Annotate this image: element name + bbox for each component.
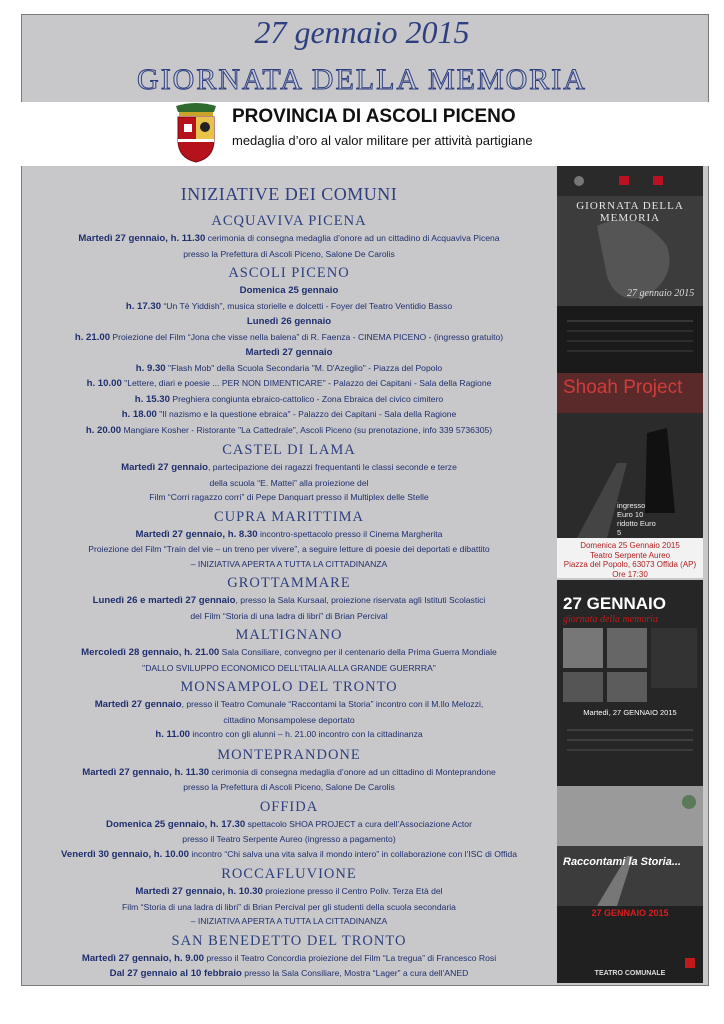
comune-title: CUPRA MARITTIMA	[214, 508, 364, 525]
event-line	[24, 727, 554, 743]
event-text: presso il Teatro Serpente Aureo (ingresso a pagamento)	[182, 834, 396, 844]
poster-27-gennaio	[557, 580, 703, 786]
poster-raccontami-title: Raccontami la Storia...	[563, 856, 681, 868]
province-name: PROVINCIA DI ASCOLI PICENO	[232, 106, 516, 127]
event-text: "Flash Mob" della Scuola Secondaria "M. D'Azeglio" - Piazza del Popolo	[165, 362, 443, 373]
poster-shoah-price: ingresso Euro 10 ridotto Euro 5	[617, 501, 656, 537]
events-column	[24, 170, 554, 982]
event-line	[24, 407, 554, 423]
event-text: presso la Prefettura di Ascoli Piceno, Salone De Carolis	[183, 248, 395, 259]
event-time: Venerdì 30 gennaio, h. 10.00	[61, 848, 189, 860]
event-line	[24, 765, 554, 781]
event-line	[24, 542, 554, 557]
event-title: GIORNATA DELLA MEMORIA	[137, 63, 587, 96]
province-crest-icon	[170, 102, 222, 164]
event-text: presso la Sala Consiliare, Mostra “Lager” a cura dell’ANED	[241, 968, 469, 978]
poster-giornata-date: 27 gennaio 2015	[627, 288, 695, 299]
event-line	[24, 593, 554, 609]
poster-giornata	[557, 166, 703, 373]
event-text: cerimonia di consegna medaglia d’onore ad un cittadino di Monteprandone	[209, 766, 496, 777]
comune-title: GROTTAMMARE	[227, 575, 351, 591]
event-text: Mangiare Kosher - Ristorante "La Cattedrale", Ascoli Piceno (su prenotazione, info 339 5736305)	[121, 424, 493, 435]
event-time: Martedì 27 gennaio, h. 10.30	[135, 886, 263, 897]
comune-title: SAN BENEDETTO DEL TRONTO	[171, 932, 407, 949]
event-line	[24, 951, 554, 967]
poster-raccontami-art	[557, 786, 703, 983]
event-text: "Il nazismo e la questione ebraica" - Palazzo dei Capitani - Sala della Ragione	[156, 409, 457, 419]
event-time: Martedì 27 gennaio, h. 8.30	[135, 528, 258, 540]
event-time: Martedì 27 gennaio, h. 9.00	[81, 952, 204, 964]
poster-shoah-title: Shoah Project	[563, 377, 683, 398]
event-text: incontro-spettacolo presso il Cinema Margherita	[257, 528, 443, 539]
event-text: proiezione presso il Centro Poliv. Terza Età del	[262, 886, 443, 896]
event-time: Dal 27 gennaio al 10 febbraio	[109, 968, 242, 979]
event-text: del Film “Storia di una ladra di libri” di Brian Percival	[190, 610, 388, 621]
event-date: 27 gennaio 2015	[254, 14, 470, 50]
event-line	[24, 527, 554, 543]
poster-raccontami	[557, 786, 703, 983]
event-text: della scuola “E. Mattei” alla proiezione del	[209, 477, 369, 488]
event-time: Martedì 27 gennaio	[245, 347, 333, 358]
event-text: cittadino Monsampolese deportato	[223, 714, 355, 725]
event-line	[24, 645, 554, 661]
poster-27-sub: giornata della memoria	[563, 614, 658, 625]
event-line	[24, 900, 554, 915]
poster-raccontami-footer: TEATRO COMUNALE	[594, 970, 666, 977]
event-line	[24, 283, 554, 299]
comune-title: MALTIGNANO	[235, 627, 343, 643]
event-time: Martedì 27 gennaio, h. 11.30	[78, 233, 206, 244]
event-text: "DALLO SVILUPPO ECONOMICO DELL'ITALIA ALLA GRANDE GUERRRA"	[142, 662, 436, 673]
event-line	[24, 490, 554, 505]
poster-shoah-date: Domenica 25 Gennaio 2015	[580, 541, 680, 550]
comune-title: MONTEPRANDONE	[217, 746, 361, 763]
event-line	[24, 476, 554, 491]
event-line	[24, 557, 554, 572]
event-line	[24, 817, 554, 833]
comune-title: ROCCAFLUVIONE	[221, 866, 357, 882]
event-time: Mercoledì 28 gennaio, h. 21.00	[81, 647, 220, 658]
event-line	[24, 460, 554, 476]
event-time: h. 20.00	[85, 424, 122, 436]
poster-shoah-time: Ore 17:30	[612, 569, 648, 579]
event-line	[24, 345, 554, 361]
event-time: h. 11.00	[155, 729, 190, 740]
event-line	[24, 832, 554, 847]
poster-giornata-art	[557, 166, 703, 373]
event-line	[24, 314, 554, 330]
event-text: Sala Consiliare, convegno per il centenario della Prima Guerra Mondiale	[219, 647, 497, 657]
event-time: Domenica 25 gennaio, h. 17.30	[106, 818, 246, 830]
event-time: h. 21.00	[74, 331, 111, 343]
poster-27-title: 27 GENNAIO	[563, 594, 666, 613]
event-text: presso la Prefettura di Ascoli Piceno, Salone De Carolis	[183, 782, 395, 792]
event-line	[24, 713, 554, 728]
event-text: incontro con gli alunni – h. 21.00 incontro con la cittadinanza	[190, 729, 423, 739]
event-line	[24, 392, 554, 408]
event-time: Domenica 25 gennaio	[239, 285, 339, 296]
event-line	[24, 423, 554, 439]
poster-shoah-address: Piazza del Popolo, 63073 Offida (AP)	[563, 560, 697, 569]
event-text: "Lettere, diari e poesie ... PER NON DIMENTICARE" - Palazzo dei Capitani - Sala della Ragione	[121, 378, 492, 388]
event-text: – INIZIATIVA APERTA A TUTTA LA CITTADINANZA	[190, 558, 388, 569]
event-line	[24, 247, 554, 262]
event-text: , presso il Teatro Comunale “Raccontami la Storia” incontro con il M.llo Melozzi,	[181, 699, 484, 709]
event-time: h. 17.30	[125, 300, 162, 312]
event-text: “Un Tè Yiddish”, musica storielle e dolcetti - Foyer del Teatro Ventidio Basso	[161, 300, 453, 311]
event-time: h. 18.00	[121, 409, 157, 420]
event-text: , presso la Sala Kursaal, proiezione riservata agli Istituti Scolastici	[235, 595, 486, 605]
event-time: Martedì 27 gennaio	[121, 462, 208, 473]
poster-giornata-title: GIORNATA DELLA MEMORIA	[576, 200, 684, 224]
event-line	[24, 361, 554, 377]
comune-title: ASCOLI PICENO	[228, 265, 350, 281]
poster-shoah-venue: Teatro Serpente Aureo	[589, 550, 671, 560]
event-line	[24, 299, 554, 315]
event-time: Martedì 27 gennaio	[94, 699, 182, 710]
poster-shoah-project	[557, 373, 703, 578]
event-time: Lunedì 26 e martedì 27 gennaio	[92, 595, 236, 606]
comune-title: CASTEL DI LAMA	[222, 442, 356, 458]
event-text: cerimonia di consegna medaglia d’onore ad un cittadino di Acquaviva Picena	[205, 233, 500, 243]
event-line	[24, 661, 554, 676]
event-text: spettacolo SHOA PROJECT a cura dell’Associazione Actor	[245, 818, 472, 829]
comune-title: MONSAMPOLO DEL TRONTO	[180, 679, 398, 695]
comune-title: OFFIDA	[259, 798, 319, 815]
event-text: presso il Teatro Concordia proiezione del Film “La tregua” di Francesco Rosi	[203, 952, 497, 963]
event-line	[24, 884, 554, 900]
event-line	[24, 330, 554, 346]
event-line	[24, 376, 554, 392]
event-text: , partecipazione dei ragazzi frequentanti le classi seconde e terze	[208, 462, 457, 472]
event-time: h. 10.00	[86, 378, 122, 389]
event-line	[24, 231, 554, 247]
event-line	[24, 780, 554, 795]
event-text: Film “Storia di una ladra di libri” di Brian Percival per gli studenti della scuola secondaria	[122, 901, 456, 912]
event-line	[24, 914, 554, 929]
section-title: INIZIATIVE DEI COMUNI	[180, 184, 398, 204]
event-time: h. 15.30	[134, 393, 170, 405]
poster-raccontami-date: 27 GENNAIO 2015	[591, 908, 669, 918]
event-line	[24, 847, 554, 863]
event-text: Preghiera congiunta ebraico-cattolico - Zona Ebraica del civico cimitero	[169, 393, 444, 404]
event-text: Proiezione del Film “Jona che visse nella balena” di R. Faenza - CINEMA PICENO - (ingresso gratuito)	[110, 331, 504, 342]
event-text: Proiezione del Film “Train del vie – un treno per vivere”, a seguire letture di poesie dei deportati e dibattito	[88, 544, 490, 554]
event-text: Film “Corri ragazzo corri” di Pepe Danquart presso il Multiplex delle Stelle	[149, 492, 429, 502]
event-line	[24, 609, 554, 624]
event-line	[24, 966, 554, 982]
event-text: incontro “Chi salva una vita salva il mondo intero” in collaborazione con l’ISC di Offida	[188, 848, 517, 859]
event-time: h. 9.30	[135, 362, 166, 374]
event-line	[24, 697, 554, 713]
comune-title: ACQUAVIVA PICENA	[211, 213, 367, 229]
poster-27-date: Martedì, 27 GENNAIO 2015	[583, 708, 677, 717]
event-time: Lunedì 26 gennaio	[246, 316, 332, 327]
province-medal: medaglia d’oro al valor militare per attività partigiane	[232, 133, 533, 148]
event-text: – INIZIATIVA APERTA A TUTTA LA CITTADINANZA	[190, 916, 388, 926]
event-time: Martedì 27 gennaio, h. 11.30	[82, 766, 210, 778]
